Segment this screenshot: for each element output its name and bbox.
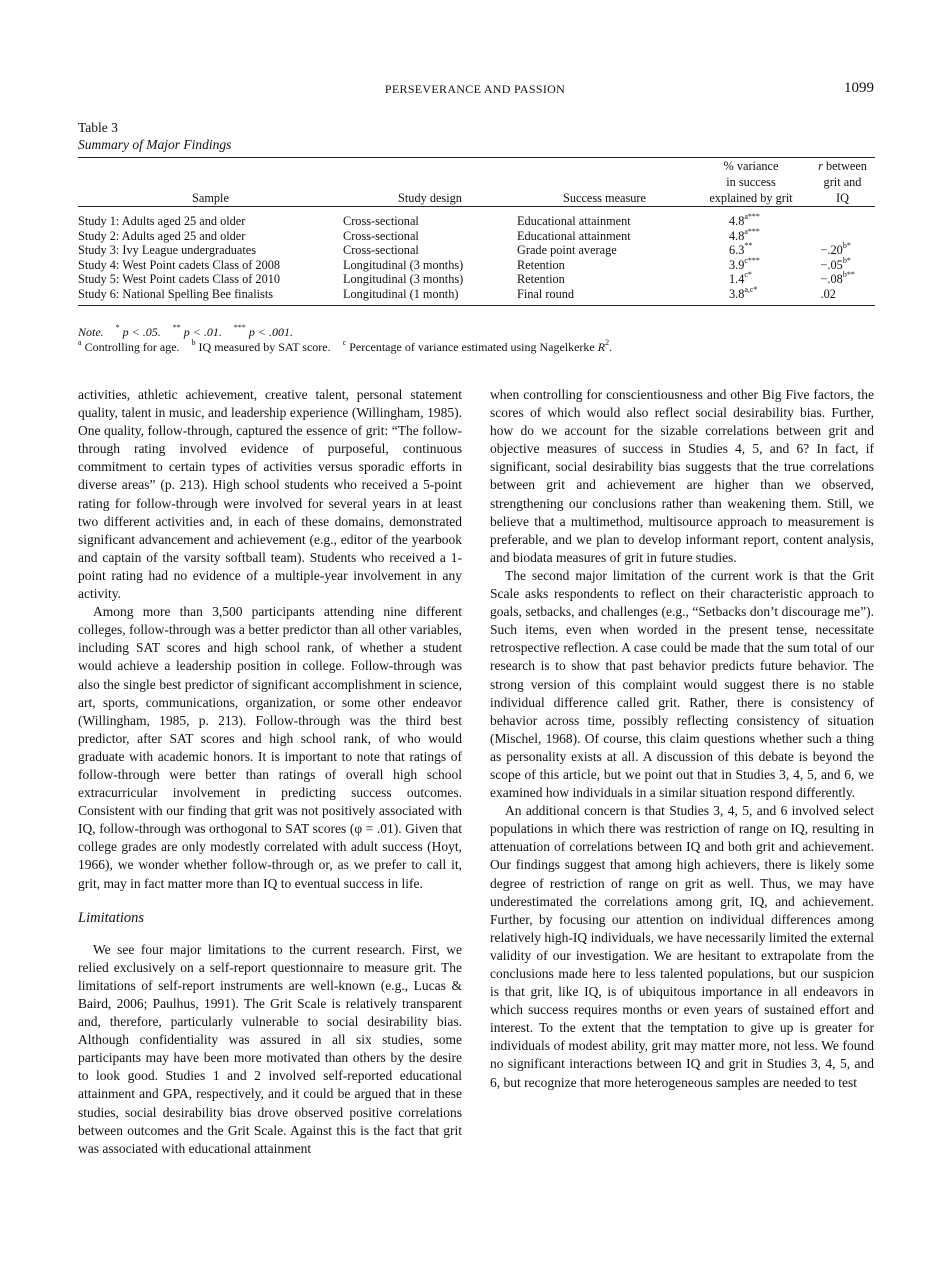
variance-sup: c* <box>744 270 752 280</box>
cell-design: Longitudinal (3 months) <box>343 257 464 272</box>
r-value: −.20 <box>820 243 843 258</box>
cell-r <box>810 272 875 287</box>
note-line-2 <box>78 337 613 355</box>
right-column <box>490 386 874 1092</box>
table-row <box>78 258 875 273</box>
variance-value: 3.9 <box>729 257 745 272</box>
note-c-variable: R <box>597 339 606 354</box>
variance-sup: c*** <box>744 255 760 265</box>
right-paragraph-1: when controlling for conscientiousness and other Big Five factors, the scores of which would also reflect social desirability bias. Further, how do we account for the sizable correlations between grit and objective measures of success in Studies 4, 5, and 6? In fact, if significant, social desirability bias suggests that the true correlations between grit and achievement are higher than we observed, strengthening our conclusions rather than weakening them. Still, we believe that a multimethod, multisource approach to measurement is preferable, and we plan to develop informant report, content analysis, and biodata measures of grit in future studies. <box>490 387 874 565</box>
note-p3-sup: *** <box>233 323 246 332</box>
note-p2: p < .01. <box>183 325 222 339</box>
running-head: PERSEVERANCE AND PASSION <box>384 82 566 96</box>
variance-sup: a,c* <box>744 284 758 294</box>
header-success-measure: Success measure <box>563 191 646 205</box>
header-variance-line1: % variance <box>723 159 779 173</box>
variance-sup: a*** <box>744 212 760 221</box>
table-row <box>78 287 875 305</box>
right-paragraph-2: The second major limitation of the current work is that the Grit Scale asks respondents to reflect on their characteristic approach to goals, setbacks, and challenges (e.g., “Setbacks don’t discourage me”). Such items, even when worded in the present tense, necessitate retrospective reflection. A case could be made that the sum total of our research is to show that past behavior predicts future behavior. The strong version of this complaint would suggest there is no stable individual difference called grit. Rather, there is consistency of behavior across time, possibly reflecting consistency of situation (Mischel, 1968). Of course, this claim questions whether such a thing as personality exists at all. A discussion of this debate is beyond the scope of this article, but we point out that in Studies 3, 4, 5, and 6, we examined how individuals in a similar situation respond differently. <box>490 567 874 801</box>
header-r-line2: grit and <box>823 175 862 189</box>
findings-table <box>78 158 875 305</box>
note-p1-sup: * <box>115 323 120 332</box>
findings-table-container <box>78 157 875 306</box>
header-study-design: Study design <box>398 191 462 205</box>
cell-design: Cross-sectional <box>343 228 419 243</box>
variance-value: 4.8 <box>729 228 745 243</box>
table-bottom-rule <box>78 305 875 306</box>
header-r-variable: r <box>818 159 823 173</box>
table-title: Summary of Major Findings <box>78 137 232 152</box>
table-notes <box>78 325 612 354</box>
table-body <box>78 207 875 305</box>
table-row <box>78 207 875 229</box>
header-r-between-word: between <box>825 159 867 173</box>
note-p1: p < .05. <box>122 325 161 339</box>
cell-sample: Study 6: National Spelling Bee finalists <box>78 286 274 301</box>
cell-design: Longitudinal (3 months) <box>343 272 464 287</box>
cell-sample: Study 2: Adults aged 25 and older <box>78 228 246 243</box>
header-variance <box>692 158 810 206</box>
cell-success: Educational attainment <box>517 214 631 228</box>
header-variance-line2: in success <box>726 175 776 189</box>
left-paragraph-1: activities, athletic achievement, creative talent, personal statement quality, talent in music, and leadership experience (Willingham, 1985). One quality, follow-through, captured the essence of grit: “The follow-through rating involved evidence of purposeful, continuous commitment to certain types of activities versus sporadic efforts in diverse areas” (p. 213). High school students who received a 5-point rating for follow-through were involved for several years in at least two different activities and, in each of these domains, demonstrated significant advancement and achievement (e.g., editor of the yearbook and captain of the varsity softball team). Students who received a 1-point rating had no evidence of a multiple-year involvement in any activity. <box>78 387 462 602</box>
cell-success: Retention <box>517 257 565 272</box>
variance-sup: a*** <box>744 226 760 236</box>
note-c: Percentage of variance estimated using Nagelkerke <box>349 339 595 354</box>
note-a: Controlling for age. <box>84 339 180 354</box>
note-label: Note. <box>78 325 104 339</box>
note-c-sup: c <box>342 337 347 347</box>
cell-design: Longitudinal (1 month) <box>343 286 459 301</box>
cell-success: Grade point average <box>517 243 617 258</box>
variance-sup: ** <box>744 241 753 251</box>
note-c-end: . <box>609 339 613 354</box>
table-label: Table 3 <box>78 120 118 135</box>
cell-variance <box>692 207 810 229</box>
r-value: −.05 <box>820 257 843 272</box>
cell-design: Cross-sectional <box>343 214 419 228</box>
left-paragraph-2: Among more than 3,500 participants attending nine different colleges, follow-through was a better predictor than all other variables, including SAT scores and high school rank, of whether a student would achieve a leadership position in college. Follow-through was also the single best predictor of significant accomplishment in science, art, sports, communications, organization, or some other endeavor (Willingham, 1985, p. 213). Follow-through was the third best predictor, after SAT scores and high school rank, of who would graduate with academic honors. It is important to note that ratings of follow-through were better than ratings of overall high school extracurricular involvement in predicting success outcomes. Consistent with our finding that grit was not positively associated with IQ, follow-through was orthogonal to SAT scores (φ = .01). Given that college grades are only modestly correlated with adult success (Hoyt, 1966), we wonder whether follow-through or, as we prefer to call it, grit, may in fact matter more than IQ to eventual success in life. <box>78 604 462 891</box>
cell-sample: Study 4: West Point cadets Class of 2008 <box>78 257 281 272</box>
variance-value: 4.8 <box>729 214 745 228</box>
cell-sample: Study 3: Ivy League undergraduates <box>78 243 257 258</box>
cell-r <box>810 207 875 229</box>
variance-value: 3.8 <box>729 286 745 301</box>
header-r-line1 <box>810 158 875 174</box>
cell-success: Educational attainment <box>517 228 631 243</box>
cell-success: Final round <box>517 286 575 301</box>
left-column <box>78 386 462 1158</box>
cell-design: Cross-sectional <box>343 243 419 258</box>
cell-success: Retention <box>517 272 565 287</box>
header-variance-line3: explained by grit <box>709 191 793 205</box>
left-paragraph-3: We see four major limitations to the current research. First, we relied exclusively on a self-report questionnaire to measure grit. The limitations of self-report instruments are well-known (e.g., Lucas & Baird, 2006; Paulhus, 1991). The Grit Scale is relatively transparent and, therefore, particularly vulnerable to social desirability bias. Although confidentiality was assured in all six studies, some participants may have been more motivated than others by the desire to look good. Studies 1 and 2 involved self-reported educational attainment and GPA, respectively, and it could be argued that in these studies, social desirability bias drove observed positive correlations between outcomes and the Grit Scale. Against this is the fact that grit was associated with educational attainment <box>78 941 462 1156</box>
r-sup: b* <box>842 241 851 251</box>
note-b-sup: b <box>191 337 196 347</box>
note-b: IQ measured by SAT score. <box>198 339 331 354</box>
table-caption <box>78 119 231 153</box>
cell-sample: Study 5: West Point cadets Class of 2010 <box>78 272 281 287</box>
variance-value: 1.4 <box>729 272 745 287</box>
note-a-sup: a <box>78 337 82 347</box>
header-sample: Sample <box>192 191 229 205</box>
cell-variance <box>692 284 810 305</box>
variance-value: 6.3 <box>729 243 745 258</box>
note-p3: p < .001. <box>248 325 293 339</box>
header-r-between <box>810 158 875 206</box>
r-sup: b* <box>842 255 851 265</box>
header-r-line3: IQ <box>836 191 849 205</box>
right-paragraph-3: An additional concern is that Studies 3, 4, 5, and 6 involved select populations in which there was restriction of range on IQ, resulting in attenuation of correlations between IQ and both grit and achievement. Our findings suggest that among high achievers, there is likely some degree of restriction of range on grit as well. Thus, we may have underestimated the correlations among grit, IQ, and achievement. Further, by focusing our attention on individual differences among relatively high-IQ individuals, we have necessarily limited the external validity of our investigation. We are hesitant to extrapolate from the conclusions made here to less talented populations, but our suspicion is that grit, like IQ, is of ubiquitous importance in all endeavors in which success requires months or even years of sustained effort and interest. To the extent that the temptation to give up is greater for individuals of modest ability, grit may matter more, not less. We found no significant interactions between IQ and grit in Studies 3, 4, 5, and 6, but recognize that more heterogeneous samples are needed to test <box>490 803 874 1090</box>
cell-r <box>810 287 875 305</box>
r-sup: b** <box>842 270 855 280</box>
note-c-exponent: 2 <box>605 337 610 347</box>
page-number: 1099 <box>844 80 874 96</box>
cell-sample: Study 1: Adults aged 25 and older <box>78 214 246 228</box>
section-heading-limitations: Limitations <box>78 909 145 926</box>
r-value: −.08 <box>820 272 843 287</box>
r-value: .02 <box>820 286 836 301</box>
table-header-row <box>78 158 875 206</box>
note-p2-sup: ** <box>172 323 181 332</box>
page-header <box>0 80 950 100</box>
table-row <box>78 229 875 244</box>
